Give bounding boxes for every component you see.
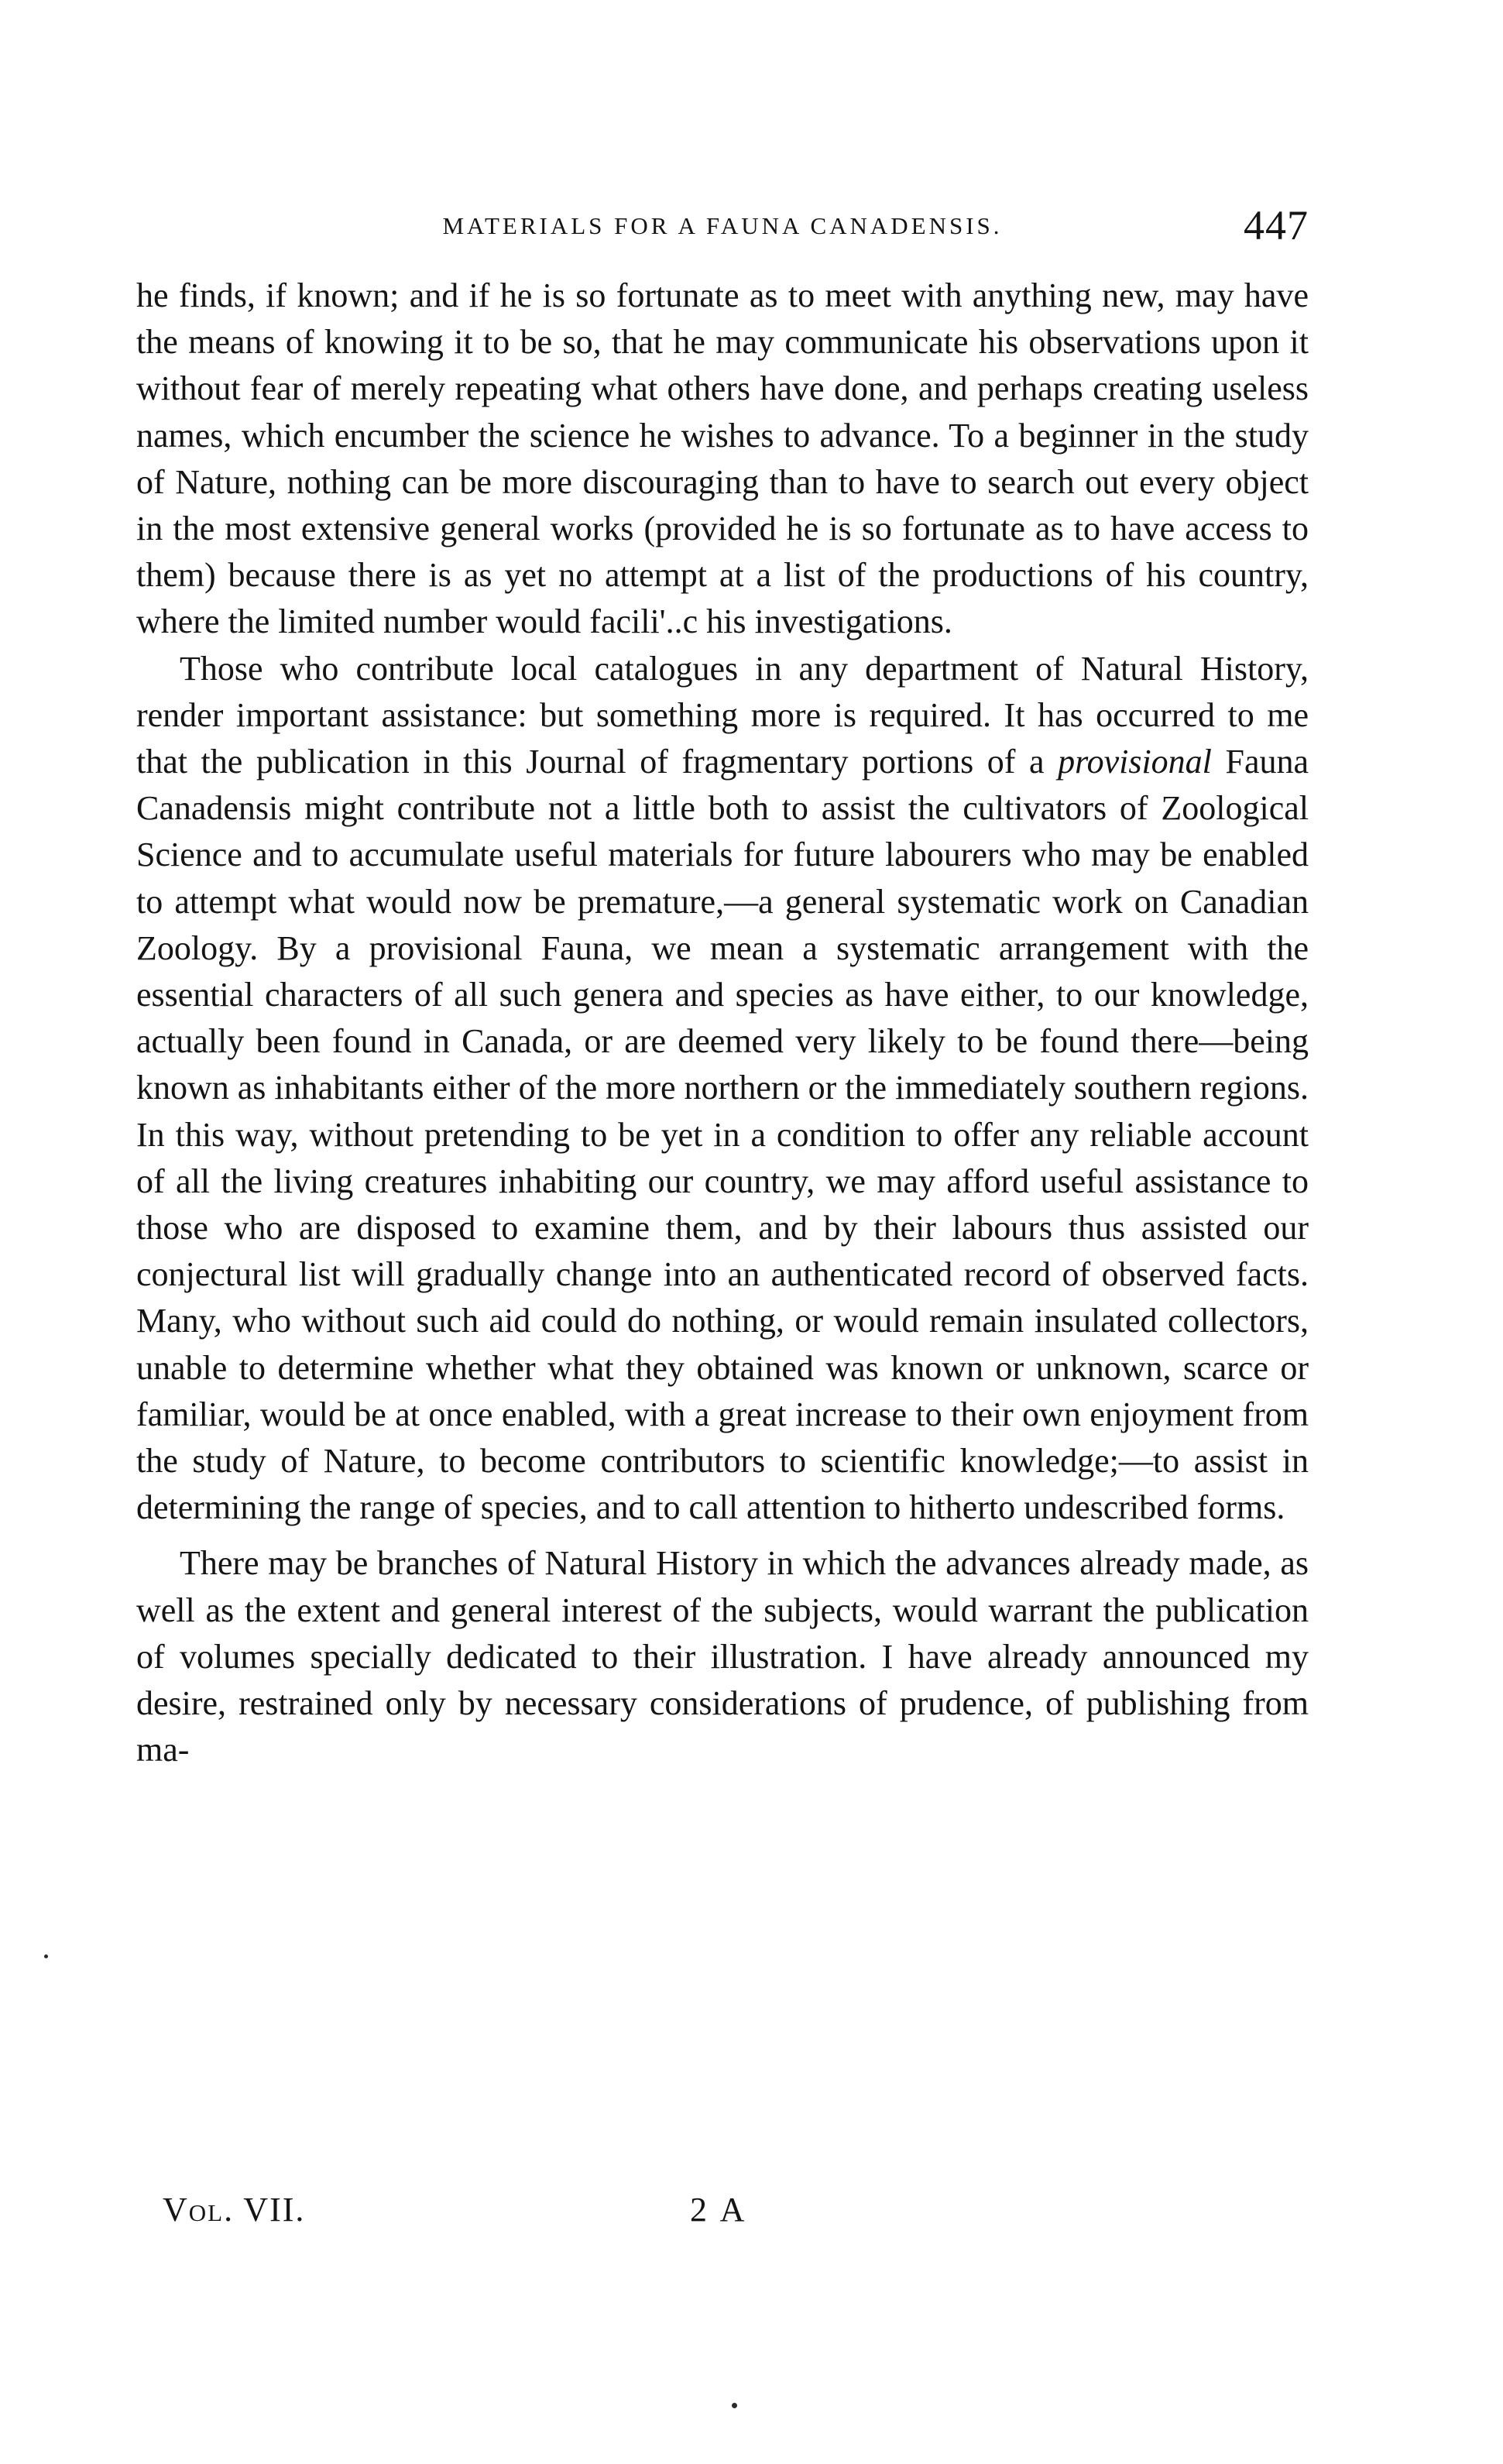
paragraph-3: [136, 1540, 1309, 1773]
page-number: 447: [1244, 202, 1309, 249]
running-head: [136, 202, 1309, 262]
paragraph-2-text-b: Fauna Canadensis might contribute not a little both to assist the cultivators of Zoological Science and to accumulate useful materials for future labourers who may be enabled to attempt what would now be premature,—a general systematic work on Canadian Zoology. By a provisional Fauna, we mean a systematic arrangement with the essential characters of all such genera and species as have either, to our knowledge, actually been found in Canada, or are deemed very likely to be found there—being known as inhabitants either of the more northern or the immediately southern regions. In this way, without pretending to be yet in a condition to offer any reliable account of all the living creatures inhabiting our country, we may afford useful assistance to those who are disposed to examine them, and by their labours thus assisted our conjectural list will gradually change into an authenticated record of observed facts. Many, who without such aid could do nothing, or would remain insulated collectors, unable to determine whether what they obtained was known or unknown, scarce or familiar, would be at once enabled, with a great increase to their own enjoyment from the study of Nature, to become contributors to scientific knowledge;—to assist in determining the range of species, and to call attention to hitherto undescribed forms.: [136, 743, 1309, 1527]
paragraph-1-text: he finds, if known; and if he is so fortunate as to meet with anything new, may have the means of knowing it to be so, that he may communicate his observations upon it without fear of merely repeating what others have done, and perhaps creating useless names, which encumber the science he wishes to advance. To a beginner in the study of Nature, nothing can be more discouraging than to have to search out every object in the most extensive general works (provided he is so fortunate as to have access to them) because there is as yet no attempt at a list of the productions of his country, where the limited number would facili'..c his investigations.: [136, 276, 1309, 641]
running-title: MATERIALS FOR A FAUNA CANADENSIS.: [442, 212, 1003, 239]
paragraph-1: [136, 273, 1309, 646]
paragraph-3-text: There may be branches of Natural History in which the advances already made, as well as the extent and general interest of the subjects, would warrant the publication of volumes specially dedicated to their illustration. I have already announced my desire, restrained only by necessary considerations of prudence, of publishing from ma-: [136, 1544, 1309, 1769]
emphasis-provisional: provisional: [1058, 743, 1212, 781]
margin-speck: [44, 1954, 48, 1958]
page-footer: [136, 2190, 1309, 2244]
bottom-speck: [732, 2403, 737, 2408]
volume-label: Vol. VII.: [163, 2191, 306, 2229]
paragraph-2: [136, 646, 1309, 1532]
signature-mark: 2 A: [690, 2191, 748, 2229]
body-text: [136, 273, 1309, 1774]
paragraph-2-text-a: Those who contribute local catalogues in any department of Natural History, render important assistance: but something more is required. It has occurred to me that the publication in this Journal of fragmentary portions of a: [136, 649, 1309, 781]
